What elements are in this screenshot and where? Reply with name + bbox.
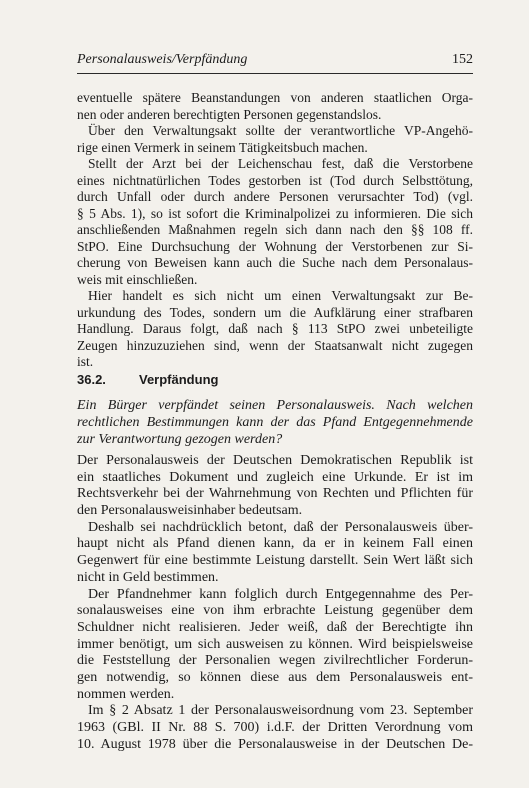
text-line: die Feststellung der Personalien wegen zivilrechtlicher Forderun- (77, 653, 473, 669)
section-heading (77, 372, 473, 388)
text-line: haupt nicht als Pfand dienen kann, da er in keinem Fall einen (77, 536, 473, 552)
text-line: den Personalausweisinhaber bedeutsam. (77, 503, 303, 519)
text-line: Im § 2 Absatz 1 der Personalausweisordnung vom 23. September (88, 703, 473, 719)
text-line: immer benötigt, um sich ausweisen zu können. Wird beispielsweise (77, 636, 473, 652)
answer-text-block (77, 453, 473, 753)
text-line: Zeugen hinzuzuziehen sind, wenn der Staatsanwalt nicht zugegen (77, 337, 473, 353)
section-number: 36.2. (77, 372, 106, 387)
text-line: § 5 Abs. 1), so ist sofort die Kriminalpolizei zu informieren. Die sich (77, 205, 473, 221)
section-title: Verpfändung (139, 372, 219, 387)
text-line: Deshalb sei nachdrücklich betont, daß der Personalausweis über- (88, 519, 473, 535)
text-line: urkundung des Todes, sondern um die Aufklärung einer strafbaren (77, 304, 473, 320)
page-number: 152 (452, 52, 473, 67)
text-line: Der Personalausweis der Deutschen Demokratischen Republik ist (77, 453, 473, 468)
intro-text-block (77, 90, 473, 371)
text-line: nen oder anderen berechtigten Personen gegenstandslos. (77, 106, 382, 122)
text-line: ein staatliches Dokument und zugleich eine Urkunde. Er ist im (77, 469, 473, 485)
text-line: 1963 (GBl. II Nr. 88 S. 700) i.d.F. der Dritten Verordnung vom (77, 720, 473, 735)
text-line: ist. (77, 354, 94, 369)
text-line: nommen werden. (77, 686, 175, 702)
text-line: anschließenden Maßnahmen regeln sich dann nach den §§ 108 ff. (77, 222, 473, 237)
text-line: Stellt der Arzt bei der Leichenschau fest, daß die Verstorbene (88, 156, 473, 171)
text-line: StPO. Eine Durchsuchung der Wohnung der Verstorbenen zur Si- (77, 238, 473, 254)
text-line: rige einen Vermerk in seinem Tätigkeitsbuch machen. (77, 139, 368, 155)
text-line: gen notwendig, so können diese aus dem Personalausweis ent- (77, 669, 473, 685)
text-line: Rechtsverkehr bei der Wahrnehmung von Rechten und Pflichten für (77, 486, 473, 502)
text-line: weis mit einschließen. (77, 271, 198, 287)
question-block (77, 397, 473, 448)
text-line: eines nichtnatürlichen Todes gestorben ist (Tod durch Selbsttötung, (77, 172, 473, 188)
text-line: eventuelle spätere Beanstandungen von anderen staatlichen Orga- (77, 90, 473, 105)
text-line: Hier handelt es sich nicht um einen Verwaltungsakt zur Be- (88, 288, 473, 303)
running-header (77, 51, 473, 71)
text-line: cherung von Beweisen kann auch die Suche nach dem Personalaus- (77, 255, 473, 270)
text-line: Über den Verwaltungsakt sollte der verantwortliche VP-Angehö- (88, 123, 473, 138)
question-line: zur Verantwortung gezogen werden? (77, 432, 283, 447)
text-line: 10. August 1978 über die Personalausweise in der Deutschen De- (77, 736, 473, 752)
text-line: Handlung. Daraus folgt, daß nach § 113 StPO zwei unbeteiligte (77, 321, 473, 336)
question-line: Ein Bürger verpfändet seinen Personalausweis. Nach welchen (77, 398, 473, 413)
text-line: Gegenwert für eine bestimmte Leistung darstellt. Sein Wert läßt sich (77, 553, 473, 569)
header-rule (77, 73, 473, 74)
text-line: durch Unfall oder durch andere Personen verursachter Tod) (vgl. (77, 189, 473, 204)
text-line: Schuldner nicht realisieren. Jeder weiß, daß der Berechtigte ihn (77, 619, 473, 635)
text-line: sonalausweises eine von ihm erbrachte Leistung gegenüber dem (77, 603, 473, 619)
text-line: Der Pfandnehmer kann folglich durch Entgegennahme des Per- (88, 586, 473, 602)
question-line: rechtlichen Bestimmungen kann der das Pfand Entgegennehmende (77, 415, 473, 430)
running-header-title: Personalausweis/Verpfändung (77, 52, 248, 67)
text-line: nicht in Geld bestimmen. (77, 569, 219, 585)
